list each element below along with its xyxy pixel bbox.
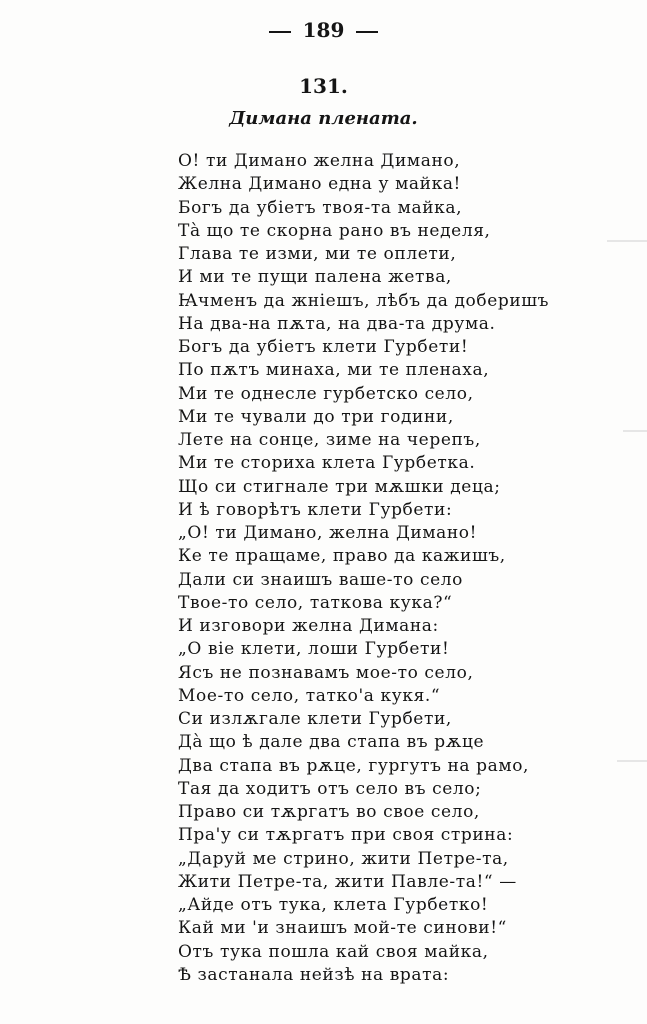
poem-line: Отъ тука пошла кай своя майка,: [178, 941, 489, 962]
poem-line: Ми те сториха клета Гурбетка.: [178, 453, 476, 474]
poem-line: Си излѫгале клети Гурбети,: [178, 709, 452, 729]
poem-line: „Даруй ме стрино, жити Петре-та,: [178, 848, 509, 869]
poem-line: Ясъ не познавамъ мое-то село,: [178, 662, 474, 683]
poem-line: И ми те пущи палена жетва,: [178, 267, 452, 288]
page-number: 189: [302, 18, 345, 42]
poem-line: „Айде отъ тука, клета Гурбетко!: [178, 895, 489, 915]
poem-title: Димана плената.: [229, 108, 418, 129]
poem-line: Пра'у си тѫргатъ при своя стрина:: [178, 825, 514, 846]
poem-line: Тая да ходитъ отъ село въ село;: [178, 778, 482, 799]
poem-line: Твое-то село, таткова кука?“: [178, 592, 453, 613]
poem-line: Тà що те скорна рано въ неделя,: [178, 220, 491, 241]
poem-line: О! ти Димано желна Димано,: [178, 151, 461, 171]
bleed-through-mark: [607, 240, 647, 242]
poem-line: Жити Петре-та, жити Павле-та!“ —: [178, 871, 517, 892]
poem-line: „О! ти Димано, желна Димано!: [178, 523, 478, 543]
poem-line: Ми те однесле гурбетско село,: [178, 383, 474, 404]
poem-line: По пѫтъ минаха, ми те пленаха,: [178, 360, 490, 381]
poem-line: Мое-то село, татко'а кукя.“: [178, 685, 441, 706]
poem-line: Дà що ѣ дале два стапа въ рѫце: [178, 732, 485, 753]
poem-line: Що си стигнале три мѫшки деца;: [178, 476, 501, 497]
poem-line: Ми те чували до три години,: [178, 406, 454, 427]
poem-line: Лете на сонце, зиме на черепъ,: [178, 430, 481, 450]
poem-line: Два стапа въ рѫце, гургутъ на рамо,: [178, 755, 530, 776]
header-dash-right: [356, 31, 378, 33]
poem-line: И ѣ говорѣтъ клети Гурбети:: [178, 499, 453, 520]
poem-line: Дали си знаишъ ваше-то село: [178, 569, 464, 590]
poem-number: 131.: [299, 74, 348, 98]
poem-line: Ꙗчменъ да жнiешъ, лѣбъ да доберишъ: [178, 290, 550, 311]
poem-line: Ѣ застанала нейзѣ на врата:: [178, 964, 450, 985]
poem-line: Глава те изми, ми те оплети,: [178, 244, 457, 264]
poem-line: Желна Димано една у майка!: [178, 174, 461, 195]
bleed-through-mark: [623, 430, 647, 432]
poem-line: Богъ да убіетъ твоя-та майка,: [178, 197, 463, 218]
poem-line: На два-на пѫта, на два-та друма.: [178, 313, 496, 334]
page-header: [0, 18, 647, 42]
bleed-through-mark: [617, 760, 647, 762]
poem-line: Ке те пращаме, право да кажишъ,: [178, 546, 506, 567]
poem-line: Богъ да убіетъ клети Гурбети!: [178, 337, 469, 357]
poem-text: [178, 150, 598, 987]
poem-line: „О віе клети, лоши Гурбети!: [178, 639, 450, 660]
header-dash-left: [269, 31, 291, 33]
poem-line: Право си тѫргатъ во свое село,: [178, 802, 480, 822]
poem-line: И изговори желна Димана:: [178, 616, 439, 636]
poem-line: Кай ми 'и знаишъ мой-те синови!“: [178, 918, 507, 939]
